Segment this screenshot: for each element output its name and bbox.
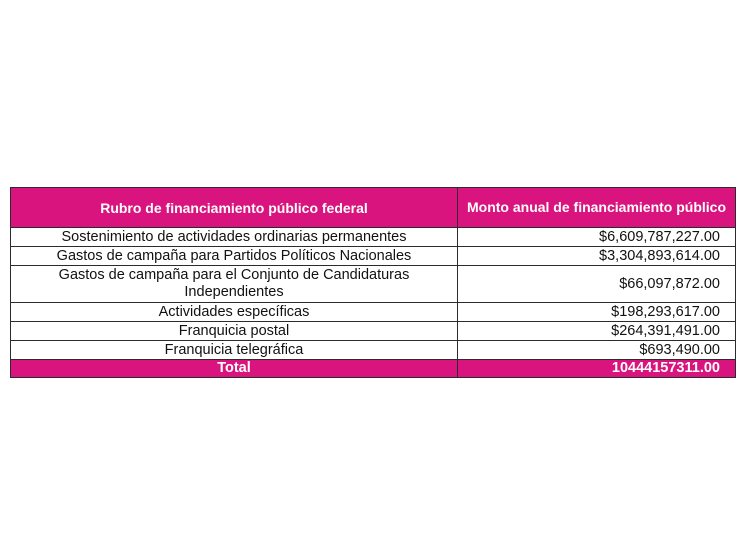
table-row	[11, 322, 736, 341]
row-amount: $264,391,491.00	[458, 322, 736, 341]
row-amount: $6,609,787,227.00	[458, 228, 736, 247]
total-row	[11, 360, 736, 378]
financing-table	[10, 187, 736, 378]
header-amount: Monto anual de financiamiento público	[458, 188, 736, 228]
table-header-row	[11, 188, 736, 228]
row-amount: $693,490.00	[458, 341, 736, 360]
header-concept: Rubro de financiamiento público federal	[11, 188, 458, 228]
row-amount: $3,304,893,614.00	[458, 247, 736, 266]
row-concept: Gastos de campaña para Partidos Políticos Nacionales	[11, 247, 458, 266]
total-label: Total	[11, 360, 458, 378]
table-row	[11, 266, 736, 303]
table-row	[11, 247, 736, 266]
row-concept: Gastos de campaña para el Conjunto de Candidaturas Independientes	[11, 266, 458, 303]
table-row	[11, 303, 736, 322]
row-concept: Sostenimiento de actividades ordinarias permanentes	[11, 228, 458, 247]
financing-table-container	[10, 187, 735, 378]
row-amount: $66,097,872.00	[458, 266, 736, 303]
table-row	[11, 228, 736, 247]
row-concept: Franquicia telegráfica	[11, 341, 458, 360]
table-row	[11, 341, 736, 360]
total-amount: 10444157311.00	[458, 360, 736, 378]
row-concept: Franquicia postal	[11, 322, 458, 341]
row-concept: Actividades específicas	[11, 303, 458, 322]
row-amount: $198,293,617.00	[458, 303, 736, 322]
